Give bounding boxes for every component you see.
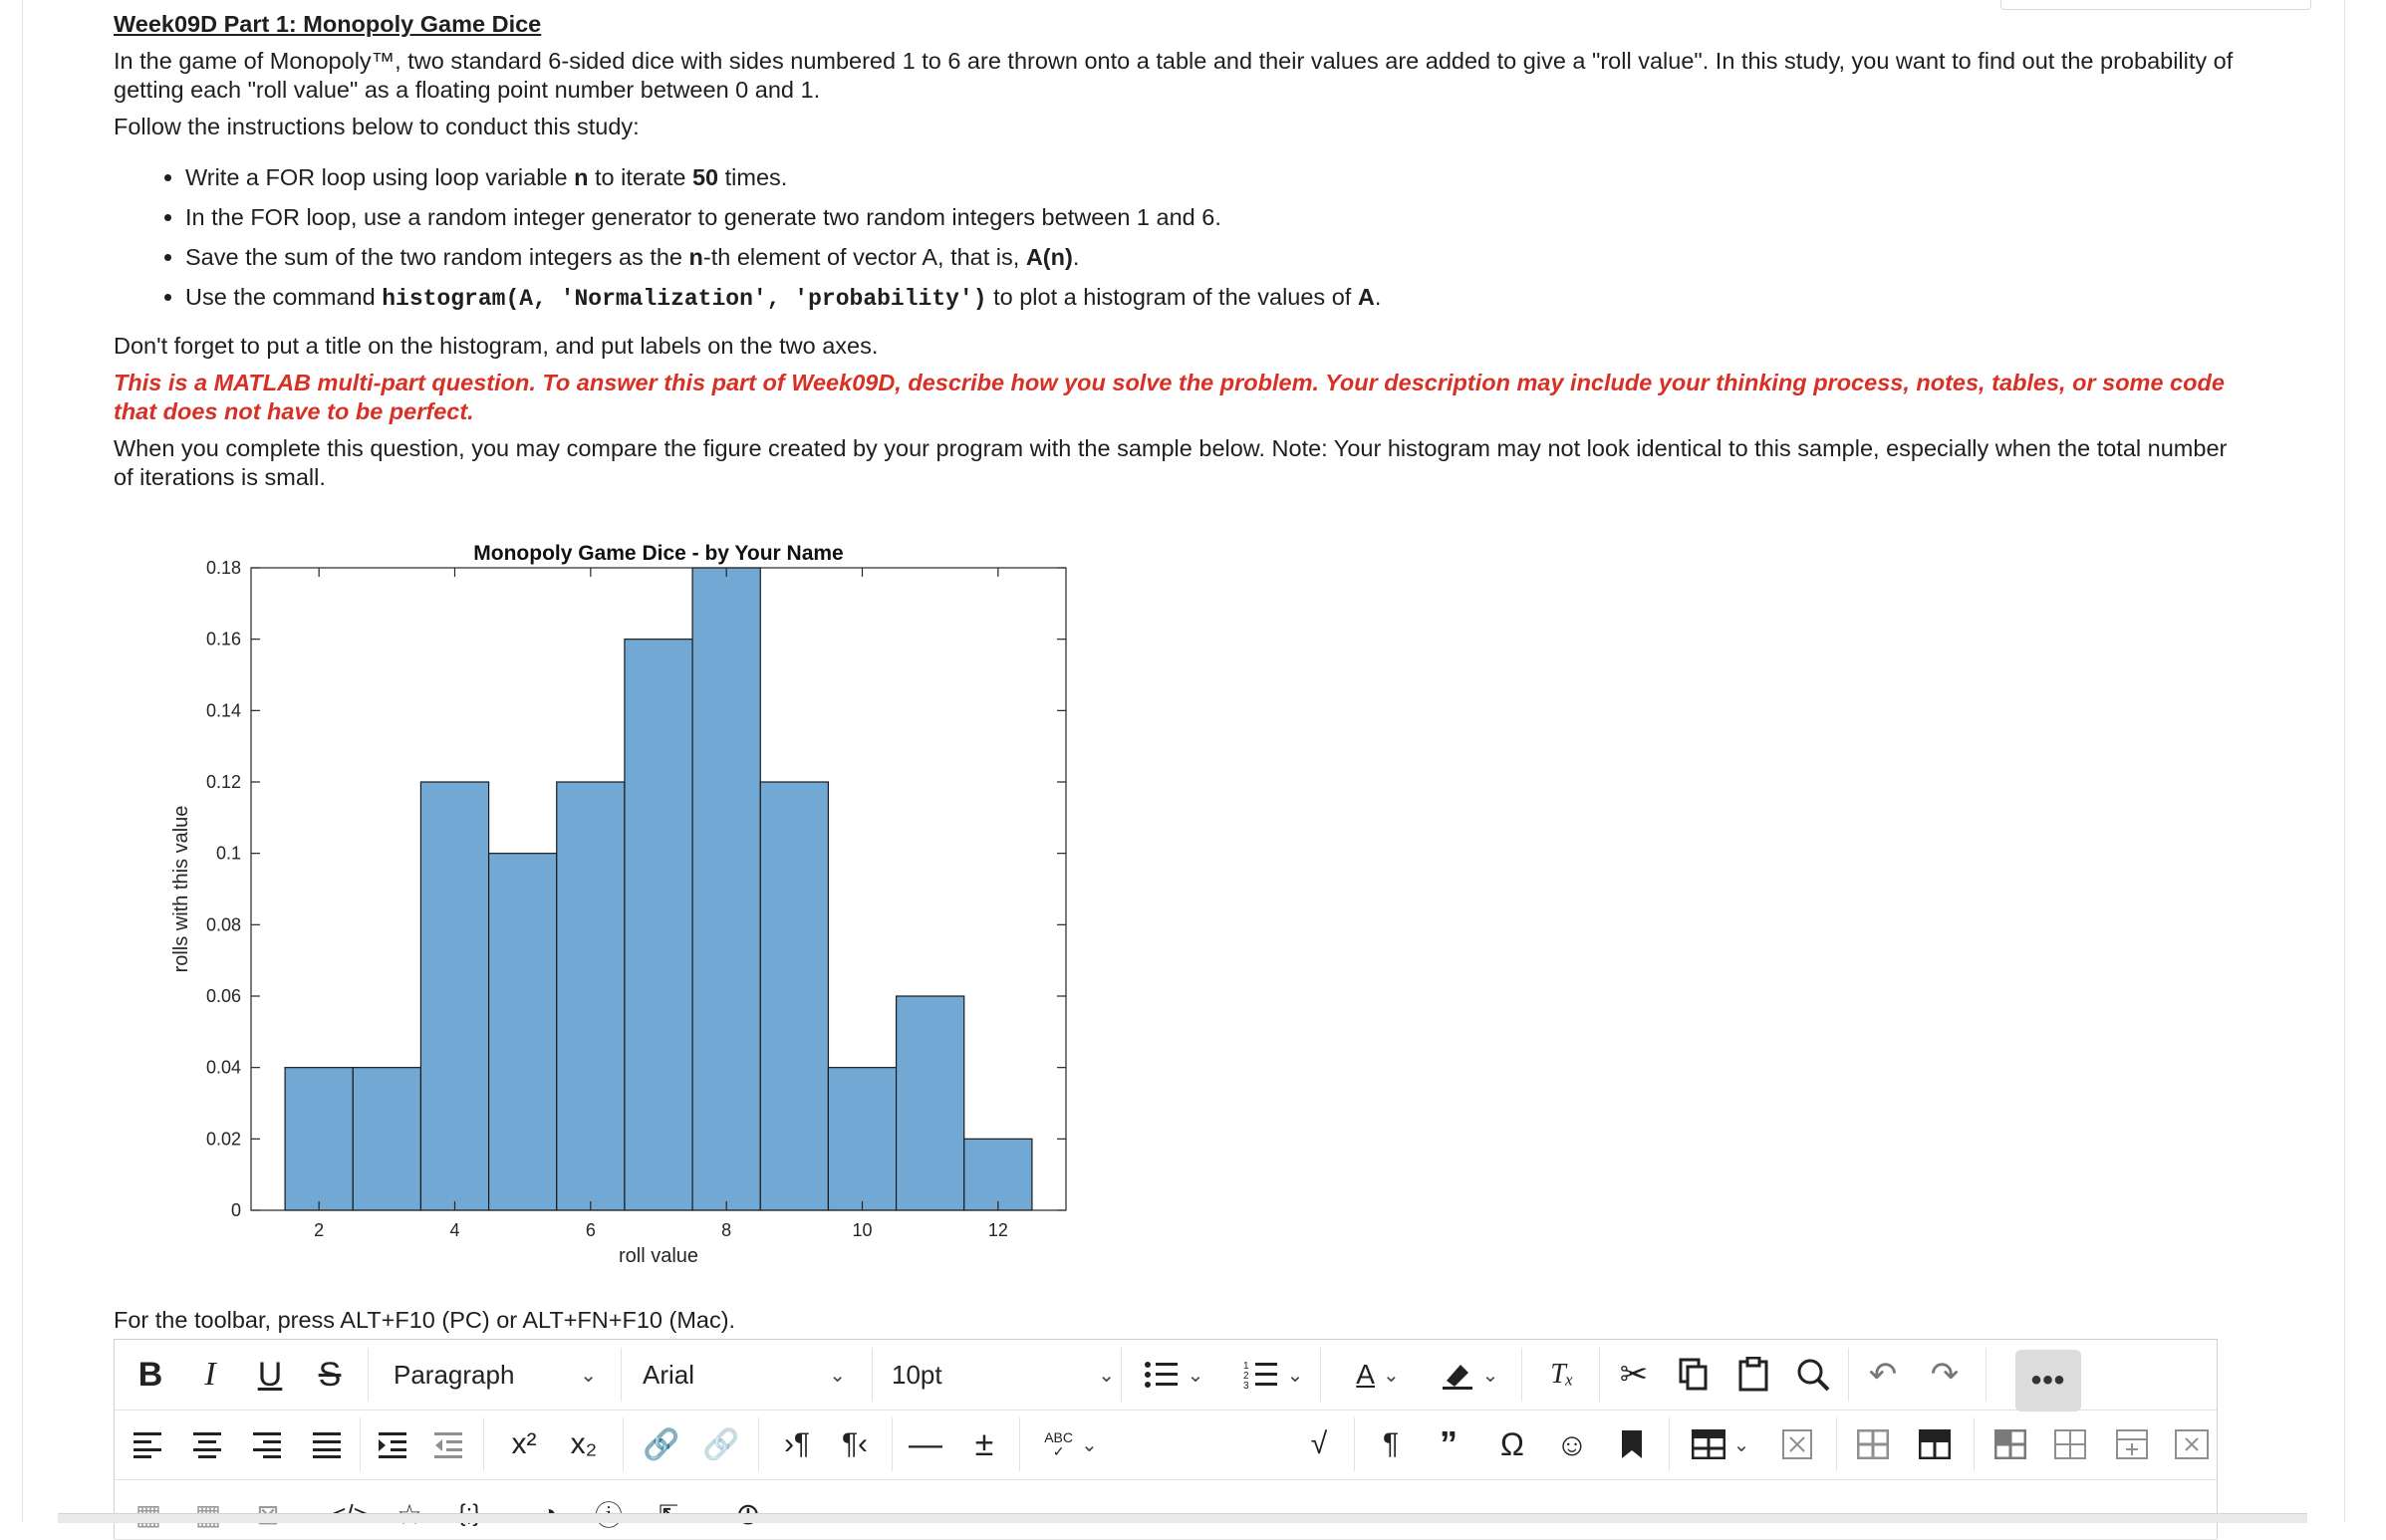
horizontal-line-button[interactable] bbox=[906, 1419, 945, 1469]
font-family-dropdown[interactable] bbox=[643, 1350, 852, 1400]
indent-button[interactable] bbox=[374, 1419, 413, 1469]
chevron-down-icon: ⌄ bbox=[1382, 1364, 1400, 1387]
justify-icon bbox=[313, 1430, 343, 1458]
align-right-icon bbox=[253, 1430, 283, 1458]
y-tick-label: 0.02 bbox=[205, 1129, 241, 1150]
x-tick-label: 8 bbox=[721, 1220, 732, 1240]
ltr-icon: ›¶ bbox=[783, 1427, 811, 1460]
justify-button[interactable] bbox=[308, 1419, 348, 1469]
align-center-icon bbox=[193, 1430, 223, 1458]
align-left-icon bbox=[133, 1430, 163, 1458]
x-tick-label: 12 bbox=[987, 1220, 1008, 1240]
x-tick-label: 6 bbox=[585, 1220, 596, 1240]
block-format-value: Paragraph bbox=[394, 1359, 515, 1390]
toolbar-separator bbox=[892, 1417, 893, 1471]
subscript-icon: x₂ bbox=[570, 1427, 598, 1460]
rich-text-editor bbox=[114, 1339, 2218, 1539]
toolbar-separator bbox=[1320, 1348, 1321, 1402]
toolbar-separator bbox=[623, 1417, 624, 1471]
table-insert-col-button[interactable] bbox=[2047, 1419, 2093, 1469]
instruction-item bbox=[185, 283, 2236, 314]
b4-a: A bbox=[1357, 284, 1375, 310]
x-tick-label: 10 bbox=[852, 1220, 873, 1240]
outdent-button[interactable] bbox=[429, 1419, 469, 1469]
bold-button[interactable]: B bbox=[137, 1355, 163, 1394]
b3-mid: -th element of vector A, that is, bbox=[702, 244, 1026, 270]
bullet-list-icon bbox=[1144, 1359, 1180, 1391]
ltr-button[interactable] bbox=[772, 1419, 822, 1469]
b1-pre: Write a FOR loop using loop variable bbox=[185, 164, 575, 190]
histogram-command: histogram(A, 'Normalization', 'probability') bbox=[382, 286, 987, 312]
clipboard-icon bbox=[1737, 1357, 1769, 1393]
histogram-bar bbox=[285, 1068, 353, 1210]
subscript-button[interactable] bbox=[559, 1419, 609, 1469]
numbered-list-icon bbox=[1243, 1359, 1279, 1391]
indent-icon bbox=[379, 1430, 408, 1458]
spellcheck-button[interactable] bbox=[1031, 1419, 1111, 1469]
numbered-list-button[interactable] bbox=[1238, 1350, 1308, 1400]
histogram-bar bbox=[420, 782, 488, 1210]
clear-formatting-icon: Tₓ bbox=[1550, 1359, 1574, 1390]
toolbar-separator bbox=[758, 1417, 759, 1471]
link-icon: 🔗 bbox=[643, 1427, 680, 1461]
table-row-icon bbox=[1857, 1429, 1889, 1459]
b3-n: n bbox=[688, 244, 703, 270]
align-right-button[interactable] bbox=[248, 1419, 288, 1469]
highlighter-icon bbox=[1441, 1359, 1474, 1391]
unlink-icon: 🔗 bbox=[702, 1427, 740, 1461]
show-blocks-button[interactable] bbox=[1368, 1419, 1414, 1469]
toolbar-separator bbox=[360, 1417, 361, 1471]
instruction-list bbox=[114, 163, 2236, 314]
emoji-button[interactable] bbox=[1549, 1419, 1595, 1469]
table-row-after-button[interactable] bbox=[1912, 1419, 1958, 1469]
font-family-value: Arial bbox=[643, 1359, 695, 1390]
insert-equation-button[interactable] bbox=[959, 1419, 1009, 1469]
find-replace-button[interactable] bbox=[1788, 1350, 1838, 1400]
histogram-chart bbox=[159, 534, 1096, 1271]
delete-table-icon bbox=[1782, 1429, 1812, 1459]
copy-icon bbox=[1679, 1358, 1709, 1392]
toolbar-separator bbox=[1669, 1417, 1670, 1471]
x-tick-label: 4 bbox=[449, 1220, 460, 1240]
instruction-item: • In the FOR loop, use a random integer generator to generate two random integers between 1 and 6. bbox=[185, 203, 2236, 232]
chevron-down-icon: ⌄ bbox=[1286, 1364, 1304, 1387]
search-icon bbox=[1796, 1358, 1830, 1392]
block-format-dropdown[interactable] bbox=[394, 1350, 603, 1400]
toolbar-separator bbox=[1599, 1348, 1600, 1402]
special-character-button[interactable] bbox=[1489, 1419, 1535, 1469]
b1-n: n bbox=[574, 164, 589, 190]
table-icon bbox=[1692, 1429, 1725, 1459]
horizontal-line-icon: — bbox=[909, 1424, 942, 1463]
text-color-button[interactable] bbox=[1338, 1350, 1418, 1400]
align-center-button[interactable] bbox=[188, 1419, 228, 1469]
toolbar-separator bbox=[1121, 1348, 1122, 1402]
y-tick-label: 0.1 bbox=[215, 843, 241, 864]
chevron-down-icon: ⌄ bbox=[1481, 1364, 1499, 1387]
rtl-icon: ¶‹ bbox=[841, 1427, 869, 1460]
y-axis-label: rolls with this value bbox=[170, 805, 192, 973]
y-tick-label: 0 bbox=[230, 1200, 241, 1220]
instruction-item bbox=[185, 243, 2236, 272]
svg-text:3: 3 bbox=[1242, 1381, 1249, 1391]
table-cell-icon bbox=[1994, 1429, 2026, 1459]
compare-text: When you complete this question, you may compare the figure created by your program with the sample below. Note: Your histogram may not look identical to this sample, especially when the total number of iterations is small. bbox=[114, 435, 2228, 490]
plus-minus-icon: ± bbox=[974, 1424, 994, 1463]
smiley-icon: ☺ bbox=[1555, 1425, 1589, 1462]
chevron-down-icon: ⌄ bbox=[829, 1364, 846, 1387]
b1-mid: to iterate bbox=[588, 164, 692, 190]
paste-button[interactable] bbox=[1728, 1350, 1778, 1400]
toolbar-separator bbox=[483, 1417, 484, 1471]
b4-post: . bbox=[1374, 284, 1382, 310]
strikethrough-button[interactable]: S bbox=[318, 1355, 342, 1394]
redo-icon: ↷ bbox=[1930, 1356, 1960, 1394]
more-options-button[interactable]: ••• bbox=[2015, 1350, 2081, 1412]
outdent-icon bbox=[434, 1430, 464, 1458]
table-row-before-button[interactable] bbox=[1850, 1419, 1896, 1469]
histogram-bar bbox=[353, 1068, 420, 1210]
b3-pre: Save the sum of the two random integers as the bbox=[185, 244, 689, 270]
omega-icon: Ω bbox=[1500, 1425, 1524, 1462]
y-tick-label: 0.04 bbox=[205, 1057, 241, 1078]
histogram-bar bbox=[897, 996, 964, 1210]
b4-pre: Use the command bbox=[185, 284, 383, 310]
chevron-down-icon: ⌄ bbox=[1081, 1433, 1098, 1456]
y-tick-label: 0.18 bbox=[205, 558, 241, 578]
y-tick-label: 0.14 bbox=[205, 700, 241, 721]
y-tick-label: 0.08 bbox=[205, 914, 241, 935]
b1-post: times. bbox=[718, 164, 788, 190]
highlight-color-button[interactable] bbox=[1430, 1350, 1509, 1400]
toolbar-separator bbox=[368, 1348, 369, 1402]
toolbar-row-2 bbox=[115, 1410, 2217, 1480]
toolbar-separator bbox=[1354, 1417, 1355, 1471]
x-tick-label: 2 bbox=[314, 1220, 325, 1240]
table-plus-icon bbox=[2116, 1429, 2148, 1459]
toolbar-separator bbox=[1836, 1417, 1837, 1471]
chevron-down-icon: ⌄ bbox=[580, 1364, 597, 1387]
svg-text:2: 2 bbox=[1242, 1371, 1249, 1382]
table-insert-row-button[interactable] bbox=[2109, 1419, 2155, 1469]
undo-icon: ↶ bbox=[1868, 1356, 1898, 1394]
table-delete-col-button[interactable] bbox=[2169, 1419, 2215, 1469]
clear-formatting-button[interactable] bbox=[1537, 1350, 1587, 1400]
toolbar-separator bbox=[1974, 1417, 1975, 1471]
toolbar-separator bbox=[1986, 1348, 1987, 1402]
question-intro: In the game of Monopoly™, two standard 6-sided dice with sides numbered 1 to 6 are thrown onto a table and their values are added to give a "roll value". In this study, you want to find out the probability of getting each "roll value" as a floating point number between 0 and 1. bbox=[114, 48, 2234, 103]
histogram-bar bbox=[964, 1139, 1032, 1210]
y-tick-label: 0.12 bbox=[205, 772, 241, 792]
b1-count: 50 bbox=[691, 164, 719, 190]
redo-button[interactable] bbox=[1920, 1350, 1970, 1400]
toolbar-row-1 bbox=[115, 1340, 2217, 1411]
histogram-bar bbox=[489, 854, 557, 1210]
question-title: Week09D Part 1: Monopoly Game Dice bbox=[114, 11, 542, 37]
toolbar-separator bbox=[872, 1348, 873, 1402]
histogram-bar bbox=[557, 782, 625, 1210]
toolbar-separator bbox=[1521, 1348, 1522, 1402]
chevron-down-icon: ⌄ bbox=[1187, 1364, 1204, 1387]
undo-button[interactable] bbox=[1858, 1350, 1908, 1400]
toolbar-separator bbox=[621, 1348, 622, 1402]
superscript-icon: x² bbox=[511, 1427, 537, 1460]
bookmark-icon bbox=[1620, 1428, 1644, 1460]
toolbar-separator bbox=[1019, 1417, 1020, 1471]
cut-button[interactable] bbox=[1609, 1350, 1659, 1400]
remove-link-button[interactable] bbox=[696, 1419, 746, 1469]
copy-button[interactable] bbox=[1669, 1350, 1719, 1400]
scissors-icon: ✂ bbox=[1619, 1356, 1649, 1394]
insert-table-button[interactable] bbox=[1681, 1419, 1760, 1469]
reminder-text: Don't forget to put a title on the histogram, and put labels on the two axes. bbox=[114, 333, 879, 359]
x-axis-label: roll value bbox=[618, 1245, 699, 1267]
pilcrow-icon: ¶ bbox=[1382, 1427, 1400, 1460]
toolbar-row-3 bbox=[115, 1479, 2217, 1540]
table-row-icon bbox=[1919, 1429, 1951, 1459]
insert-link-button[interactable] bbox=[637, 1419, 686, 1469]
chart-title: Monopoly Game Dice - by Your Name bbox=[473, 542, 844, 565]
toolbar-hint: For the toolbar, press ALT+F10 (PC) or ALT+FN+F10 (Mac). bbox=[114, 1307, 736, 1333]
toolbar-separator bbox=[1848, 1348, 1849, 1402]
histogram-bar bbox=[625, 640, 692, 1210]
instructions-lead: Follow the instructions below to conduct this study: bbox=[114, 114, 640, 139]
spellcheck-label: ABC bbox=[1044, 1429, 1074, 1445]
align-left-button[interactable] bbox=[129, 1419, 168, 1469]
table-column-icon bbox=[2054, 1429, 2086, 1459]
histogram-bar bbox=[828, 1068, 896, 1210]
histogram-figure bbox=[159, 534, 1096, 1271]
chevron-down-icon: ⌄ bbox=[1732, 1433, 1750, 1456]
delete-table-button[interactable] bbox=[1774, 1419, 1820, 1469]
blockquote-button[interactable] bbox=[1426, 1419, 1471, 1469]
svg-text:1: 1 bbox=[1242, 1361, 1249, 1372]
b4-mid: to plot a histogram of the values of bbox=[986, 284, 1358, 310]
spellcheck-icon: ABC ✓ bbox=[1044, 1429, 1074, 1459]
rtl-button[interactable] bbox=[830, 1419, 880, 1469]
y-tick-label: 0.06 bbox=[205, 986, 241, 1006]
superscript-button[interactable] bbox=[499, 1419, 549, 1469]
table-cell-props-button[interactable] bbox=[1988, 1419, 2033, 1469]
math-button[interactable] bbox=[1296, 1419, 1342, 1469]
histogram-bar bbox=[760, 782, 828, 1210]
italic-button[interactable]: I bbox=[204, 1356, 216, 1393]
chevron-down-icon: ⌄ bbox=[1098, 1364, 1115, 1387]
histogram-bar bbox=[692, 568, 760, 1210]
table-delete-column-icon bbox=[2175, 1429, 2209, 1459]
b3-post: . bbox=[1072, 244, 1080, 270]
y-tick-label: 0.16 bbox=[205, 629, 241, 649]
question-content bbox=[114, 10, 2236, 492]
underline-button[interactable]: U bbox=[257, 1355, 283, 1394]
quote-icon: ” bbox=[1440, 1423, 1458, 1464]
font-size-dropdown[interactable] bbox=[892, 1350, 1121, 1400]
b3-an: A(n) bbox=[1025, 244, 1073, 270]
bullet-list-button[interactable] bbox=[1139, 1350, 1208, 1400]
font-size-value: 10pt bbox=[892, 1359, 942, 1390]
instruction-item bbox=[185, 163, 2236, 192]
bookmark-button[interactable] bbox=[1609, 1419, 1655, 1469]
square-root-icon: √ bbox=[1310, 1427, 1328, 1460]
text-color-icon: A bbox=[1356, 1359, 1375, 1390]
top-right-panel bbox=[2000, 0, 2311, 10]
red-note: This is a MATLAB multi-part question. To answer this part of Week09D, describe how you solve the problem. Your description may include your thinking process, notes, tables, or some code that does not have to be perfect. bbox=[114, 370, 2225, 424]
